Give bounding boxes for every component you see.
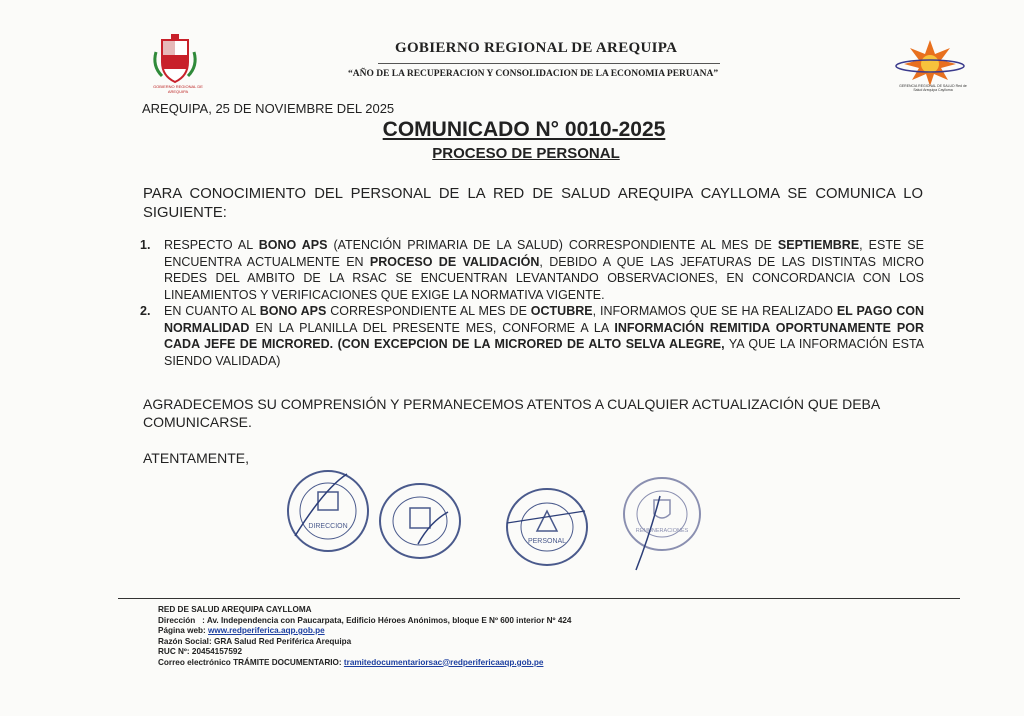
document-date: AREQUIPA, 25 DE NOVIEMBRE DEL 2025 xyxy=(142,101,395,116)
thanks-paragraph: AGRADECEMOS SU COMPRENSIÓN Y PERMANECEMOS ATENTOS A CUALQUIER ACTUALIZACIÓN QUE DEBA COMUNICARSE. xyxy=(143,396,880,430)
footer-address-value: : Av. Independencia con Paucarpata, Edificio Héroes Anónimos, bloque E Nº 600 interior Nº 424 xyxy=(202,615,572,625)
item-text: EN LA PLANILLA DEL PRESENTE MES, CONFORME A LA xyxy=(249,320,615,335)
seal-remuneraciones xyxy=(620,474,706,574)
email-link[interactable]: tramitedocumentariorsac@redperifericaaqp.gob.pe xyxy=(343,657,544,667)
item-bold: BONO APS xyxy=(259,304,327,318)
seal-red-salud xyxy=(378,482,462,560)
header-title: GOBIERNO REGIONAL DE AREQUIPA xyxy=(395,40,678,56)
health-network-logo-icon xyxy=(894,36,966,90)
item-bold: INFORMACIÓN REMITIDA OPORTUNAMENTE POR CADA JEFE DE MICRORED. (CON EXCEPCION DE LA MICRORED DE ALTO SELVA ALEGRE, xyxy=(164,320,924,351)
list-item xyxy=(140,303,924,369)
website-link[interactable]: www.redperiferica.aqp.gob.pe xyxy=(208,626,325,635)
item-bold: PROCESO DE VALIDACIÓN xyxy=(369,254,540,269)
list-number: 2. xyxy=(140,304,151,318)
item-bold: EL PAGO CON NORMALIDAD xyxy=(164,304,924,335)
seal-personal xyxy=(505,487,589,567)
item-text: EN CUANTO AL xyxy=(164,304,260,318)
numbered-list xyxy=(140,237,924,369)
closing-text: ATENTAMENTE, xyxy=(143,450,250,466)
item-text: (ATENCIÓN PRIMARIA DE LA SALUD) CORRESPONDIENTE AL MES DE xyxy=(327,238,778,252)
item-text: , ESTE SE ENCUENTRA ACTUALMENTE EN xyxy=(164,238,924,269)
item-text: , DEBIDO A QUE LAS JEFATURAS DE LAS DISTINTAS MICRO REDES DEL AMBITO DE LA RSAC SE ENCUENTRAN LEVANTANDO OBSERVACIONES, EN CONCORDANCIA CON LOS LINEAMIENTOS Y VERIFICACIONES QUE EXIGE LA NORMATIVA VIGENTE. xyxy=(164,254,924,302)
footer-ruc: RUC Nº: 20454157592 xyxy=(158,647,243,656)
header-divider xyxy=(378,63,720,64)
footer xyxy=(158,605,572,668)
footer-web xyxy=(158,626,572,637)
footer-web-label: Página web: xyxy=(158,626,209,635)
peru-crest-icon xyxy=(150,32,200,86)
document-subtitle: PROCESO DE PERSONAL xyxy=(432,145,620,162)
footer-org: RED DE SALUD AREQUIPA CAYLLOMA xyxy=(158,605,312,614)
list-item xyxy=(140,237,924,303)
footer-razon: Razón Social: GRA Salud Red Periférica Arequipa xyxy=(158,636,352,646)
item-bold: BONO APS xyxy=(258,238,328,252)
footer-divider xyxy=(118,598,960,599)
item-text: CORRESPONDIENTE AL MES DE xyxy=(326,304,531,318)
list-number: 1. xyxy=(140,238,151,252)
document-title: COMUNICADO N° 0010-2025 xyxy=(382,118,666,141)
footer-address xyxy=(158,616,572,627)
item-text: , INFORMAMOS QUE SE HA REALIZADO xyxy=(592,304,837,318)
intro-paragraph: PARA CONOCIMIENTO DEL PERSONAL DE LA RED DE SALUD AREQUIPA CAYLLOMA SE COMUNICA LO SIGUIENTE: xyxy=(143,186,923,221)
footer-email xyxy=(158,658,572,669)
seal-center-text: PERSONAL xyxy=(527,538,567,545)
footer-address-label: Dirección xyxy=(158,615,196,625)
item-text: YA QUE LA INFORMACIÓN ESTA SIENDO VALIDADA) xyxy=(164,337,924,368)
item-bold: OCTUBRE xyxy=(530,304,593,318)
seal-direccion xyxy=(285,468,371,554)
crest-caption: GOBIERNO REGIONAL DE AREQUIPA xyxy=(153,84,203,94)
item-bold: SEPTIEMBRE xyxy=(777,238,860,252)
header-motto: “AÑO DE LA RECUPERACION Y CONSOLIDACION DE LA ECONOMIA PERUANA” xyxy=(348,69,719,79)
logo-caption: GERENCIA REGIONAL DE SALUD Red de Salud Arequipa Caylloma xyxy=(899,84,967,92)
seal-center-text: DIRECCION xyxy=(308,523,348,530)
seal-center-text: REMUNERACIONES xyxy=(635,528,689,534)
item-text: RESPECTO AL xyxy=(164,238,259,252)
footer-email-label: Correo electrónico TRÁMITE DOCUMENTARIO: xyxy=(158,657,344,667)
